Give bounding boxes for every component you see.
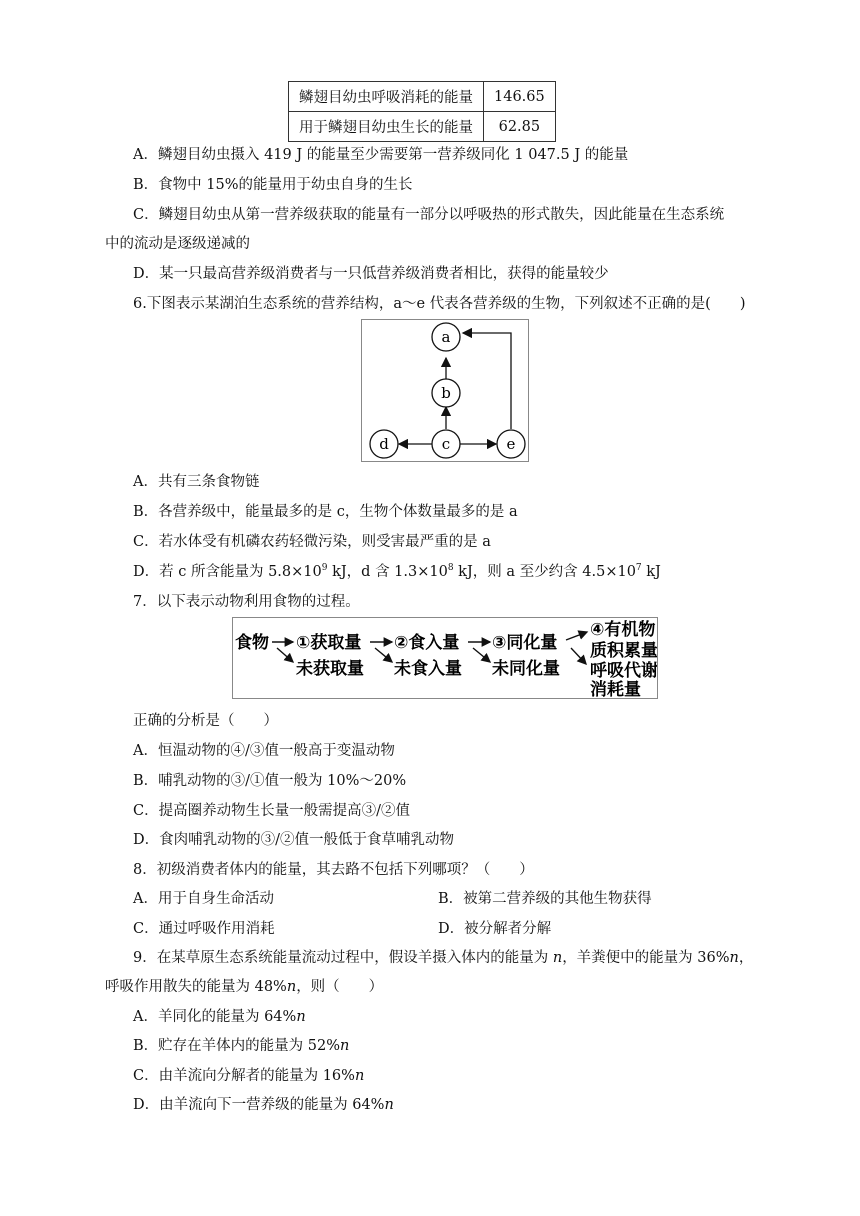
q9-text: 呼吸作用散失的能量为 48% xyxy=(105,979,287,995)
q6-option-a: A．共有三条食物链 xyxy=(133,474,260,490)
q5-option-a: A．鳞翅目幼虫摄入 419 J 的能量至少需要第一营养级同化 1 047.5 J 的能量 xyxy=(133,147,629,163)
q5-option-c-cont: 中的流动是逐级递减的 xyxy=(105,236,250,252)
q8-stem: 8．初级消费者体内的能量，其去路不包括下列哪项？（ ） xyxy=(133,862,534,878)
q9-var-n: n xyxy=(340,1038,350,1054)
q5-option-d: D．某一只最高营养级消费者与一只低营养级消费者相比，获得的能量较少 xyxy=(133,266,609,282)
q6-d-part: kJ，d 含 1.3×10 xyxy=(327,564,448,580)
q9-text: ，则（ ） xyxy=(296,979,384,995)
q8-option-a: A．用于自身生命活动 xyxy=(133,891,274,907)
q9-text: C．由羊流向分解者的能量为 16% xyxy=(133,1068,355,1084)
table-cell-value: 62.85 xyxy=(484,112,556,142)
q9-var-n: n xyxy=(296,1009,306,1025)
q6-d-exp: 9 xyxy=(321,563,328,574)
q9-var-n: n xyxy=(384,1097,394,1113)
q9-option-b xyxy=(133,1034,349,1055)
q6-option-d xyxy=(133,560,661,581)
flow-not-intake: 未获取量 xyxy=(296,659,364,679)
q6-d-exp: 8 xyxy=(447,563,454,574)
flow-food: 食物 xyxy=(235,633,269,653)
table-cell-value: 146.65 xyxy=(484,82,556,112)
q9-option-c xyxy=(133,1064,364,1085)
flow-intake: ①获取量 xyxy=(296,633,362,653)
flow-resp-2: 消耗量 xyxy=(590,680,641,698)
node-label-e: e xyxy=(506,435,516,453)
flow-organic-1: ④有机物 xyxy=(590,620,656,640)
q9-var-n: n xyxy=(354,1068,365,1084)
q9-text: B．贮存在羊体内的能量为 52% xyxy=(133,1038,340,1054)
q5-option-b: B．食物中 15%的能量用于幼虫自身的生长 xyxy=(133,177,413,193)
q8-option-b: B．被第二营养级的其他生物获得 xyxy=(438,891,652,907)
q7-option-d: D．食肉哺乳动物的③/②值一般低于食草哺乳动物 xyxy=(133,832,455,848)
table-row xyxy=(289,112,556,142)
flow-not-assimilated: 未同化量 xyxy=(492,659,560,679)
energy-table xyxy=(288,81,556,142)
table-cell-label: 鳞翅目幼虫呼吸消耗的能量 xyxy=(289,82,484,112)
q6-d-part: kJ，则 a 至少约含 4.5×10 xyxy=(453,564,636,580)
q9-text: D．由羊流向下一营养级的能量为 64% xyxy=(133,1097,385,1113)
table-cell-label: 用于鳞翅目幼虫生长的能量 xyxy=(289,112,484,142)
q7-option-b: B．哺乳动物的③/①值一般为 10%～20% xyxy=(133,773,407,789)
flow-assimilated: ③同化量 xyxy=(492,633,558,653)
flow-ingested: ②食入量 xyxy=(394,633,460,653)
q7-stem: 7．以下表示动物利用食物的过程。 xyxy=(133,594,360,610)
q9-var-n: n xyxy=(286,979,297,995)
flow-organic-2: 质积累量 xyxy=(590,641,657,661)
flow-resp-1: 呼吸代谢 xyxy=(590,661,657,681)
q9-text: A．羊同化的能量为 64% xyxy=(133,1009,297,1025)
q7-option-a: A．恒温动物的④/③值一般高于变温动物 xyxy=(133,743,395,759)
node-label-d: d xyxy=(379,435,389,453)
flow-not-ingested: 未食入量 xyxy=(394,659,462,679)
flow-svg xyxy=(233,618,657,698)
q9-stem-line1 xyxy=(133,946,753,967)
node-label-c: c xyxy=(441,435,451,453)
q8-option-c: C．通过呼吸作用消耗 xyxy=(133,921,275,937)
q9-stem-line2 xyxy=(105,975,383,996)
q9-var-n: n xyxy=(729,950,739,966)
q9-text: 9．在某草原生态系统能量流动过程中，假设羊摄入体内的能量为 xyxy=(133,950,553,966)
q6-d-part: D．若 c 所含能量为 5.8×10 xyxy=(133,564,322,580)
q6-d-exp: 7 xyxy=(635,563,642,574)
node-label-b: b xyxy=(441,384,451,402)
q9-text: ，羊粪便中的能量为 36% xyxy=(562,950,730,966)
q6-d-part: kJ xyxy=(641,564,661,580)
q9-var-n: n xyxy=(552,950,563,966)
q5-option-c: C．鳞翅目幼虫从第一营养级获取的能量有一部分以呼吸热的形式散失，因此能量在生态系统 xyxy=(133,207,725,223)
q9-option-a xyxy=(133,1005,306,1026)
q9-option-d xyxy=(133,1093,394,1114)
q6-option-b: B．各营养级中，能量最多的是 c，生物个体数量最多的是 a xyxy=(133,504,518,520)
food-web-diagram xyxy=(361,319,529,462)
food-web-svg xyxy=(362,320,528,461)
q8-option-d: D．被分解者分解 xyxy=(438,921,552,937)
flow-diagram xyxy=(232,617,658,699)
q6-option-c: C．若水体受有机磷农药轻微污染，则受害最严重的是 a xyxy=(133,534,491,550)
q7-option-c: C．提高圈养动物生长量一般需提高③/②值 xyxy=(133,803,410,819)
q9-text: ， xyxy=(738,950,754,966)
table-row xyxy=(289,82,556,112)
q6-stem: 6.下图表示某湖泊生态系统的营养结构，a～e 代表各营养级的生物，下列叙述不正确的是( ) xyxy=(133,296,746,312)
node-label-a: a xyxy=(441,328,451,346)
q7-lead: 正确的分析是（ ） xyxy=(133,713,278,729)
edge-e-a xyxy=(463,333,511,429)
